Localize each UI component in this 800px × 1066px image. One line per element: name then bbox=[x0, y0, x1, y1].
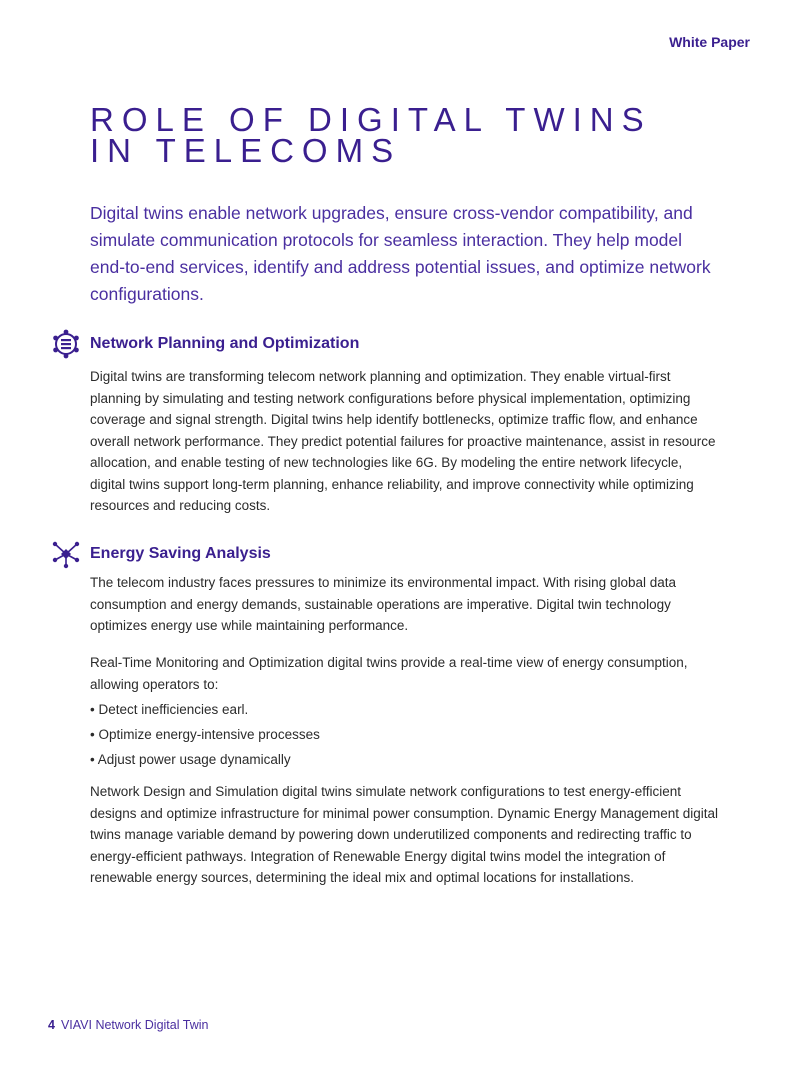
list-item: • Adjust power usage dynamically bbox=[90, 747, 720, 772]
document-type-label: White Paper bbox=[669, 34, 750, 50]
section-energy-saving-body-1: The telecom industry faces pressures to minimize its environmental impact. With rising global data consumption and energy demands, sustainable operations are imperative. Digital twin technology optimizes energy use while maintaining performance. bbox=[90, 575, 676, 633]
energy-bullet-list bbox=[90, 697, 720, 772]
intro-paragraph: Digital twins enable network upgrades, ensure cross-vendor compatibility, and simulate communication protocols for seamless interaction. They help model end-to-end services, identify and address potential issues, and optimize network configurations. bbox=[90, 203, 711, 304]
section-energy-saving-header bbox=[50, 538, 271, 570]
list-item: • Detect inefficiencies earl. bbox=[90, 697, 720, 722]
page-title bbox=[90, 101, 730, 169]
page-title-line-2: IN TELECOMS bbox=[90, 132, 402, 169]
list-item: • Optimize energy-intensive processes bbox=[90, 722, 720, 747]
network-planning-icon bbox=[50, 328, 82, 360]
footer-document-name: VIAVI Network Digital Twin bbox=[60, 1018, 209, 1032]
section-energy-saving-body-3: Network Design and Simulation digital twins simulate network configurations to test energy-efficient designs and optimize infrastructure for minimal power consumption. Dynamic Energy Management digital twins manage variable demand by powering down underutilized components and redirecting traffic to energy-efficient pathways. Integration of Renewable Energy digital twins model the integration of renewable energy sources, determining the ideal mix and optimal locations for installations. bbox=[90, 784, 719, 885]
energy-saving-icon bbox=[50, 538, 82, 570]
section-heading-network-planning: Network Planning and Optimization bbox=[90, 335, 360, 352]
section-network-planning-body: Digital twins are transforming telecom network planning and optimization. They enable virtual-first planning by simulating and testing network configurations before physical implementation, optimizing coverage and signal strength. Digital twins help identify bottlenecks, optimize traffic flow, and enhance overall network performance. They predict potential failures for proactive maintenance, assist in resource allocation, and enable testing of new technologies like 6G. By modeling the entire network lifecycle, digital twins support long-term planning, enhance reliability, and improve connectivity while optimizing resources and reducing costs. bbox=[90, 369, 716, 513]
section-network-planning-header bbox=[50, 328, 359, 360]
section-energy-saving-body-2: Real-Time Monitoring and Optimization digital twins provide a real-time view of energy consumption, allowing operators to: bbox=[90, 655, 688, 692]
page-footer bbox=[48, 1018, 208, 1032]
page-number: 4 bbox=[48, 1018, 55, 1032]
section-heading-energy-saving: Energy Saving Analysis bbox=[90, 545, 271, 562]
page-title-line-1: ROLE OF DIGITAL TWINS bbox=[90, 101, 652, 138]
